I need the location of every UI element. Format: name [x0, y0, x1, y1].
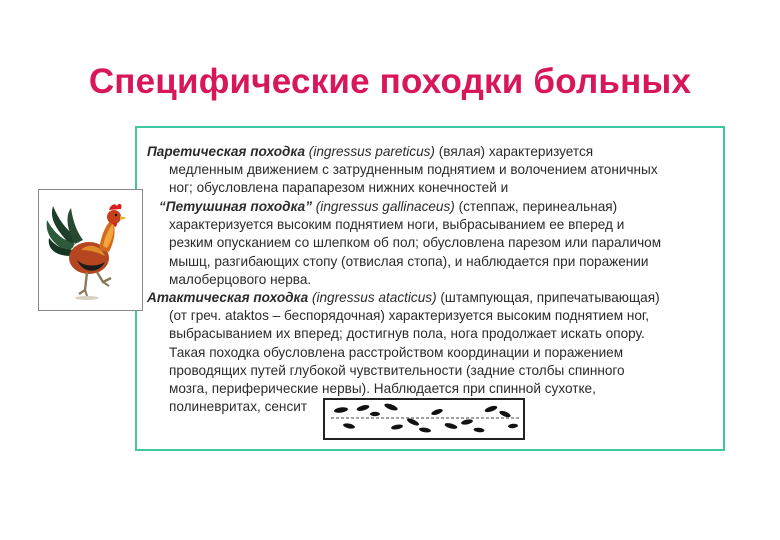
paragraph-text: (штампующая, припечатывающая)	[436, 290, 660, 305]
gait-heading: Атактическая походка	[147, 290, 309, 305]
paragraph-line: ног; обусловлена парапарезом нижних конечностей и	[169, 180, 509, 196]
rooster-icon	[39, 190, 142, 310]
paragraph-line: проводящих путей глубокой чувствительности (задние столбы спинного	[169, 362, 625, 378]
latin-term: (ingressus gallinaceus)	[315, 199, 455, 214]
paragraph-paretic-gait	[147, 143, 713, 198]
latin-term: (ingressus pareticus)	[308, 144, 435, 159]
paragraph-line: полиневритах, сенсит	[169, 399, 308, 415]
footprints-icon	[325, 400, 523, 438]
paragraph-text: (вялая) характеризуется	[434, 144, 594, 159]
paragraph-rooster-gait	[147, 198, 713, 289]
paragraph-line: резким опусканием со шлепком об пол; обусловлена парезом или параличом	[169, 235, 662, 251]
paragraph-line: характеризуется высоким поднятием ноги, выбрасыванием ее вперед и	[169, 217, 625, 233]
footprints-diagram	[323, 398, 525, 440]
gait-heading: Паретическая походка	[147, 144, 306, 159]
paragraph-line: мышц, разгибающих стопу (отвислая стопа), и наблюдается при поражении	[169, 253, 649, 269]
paragraph-line: выбрасыванием их вперед; достигнув пола, нога продолжает искать опору.	[169, 326, 645, 342]
paragraph-line	[147, 198, 713, 216]
paragraph-line: мозга, периферические нервы). Наблюдается при спинной сухотке,	[169, 381, 596, 397]
paragraph-line: (от греч. ataktos – беспорядочная) характеризуется высоким поднятием ног,	[169, 308, 649, 324]
paragraph-text: (степпаж, перинеальная)	[454, 199, 618, 214]
paragraph-line	[147, 143, 713, 161]
paragraph-line: медленным движением с затрудненным поднятием и волочением атоничных	[169, 162, 658, 178]
paragraph-line: малоберцового нерва.	[169, 271, 312, 287]
gait-heading: “Петушиная походка”	[159, 199, 312, 214]
latin-term: (ingressus atacticus)	[311, 290, 437, 305]
paragraph-line: Такая походка обусловлена расстройством координации и поражением	[169, 344, 624, 360]
slide-title: Специфические походки больных	[88, 62, 692, 101]
paragraph-line	[147, 289, 713, 307]
rooster-image	[38, 189, 143, 311]
